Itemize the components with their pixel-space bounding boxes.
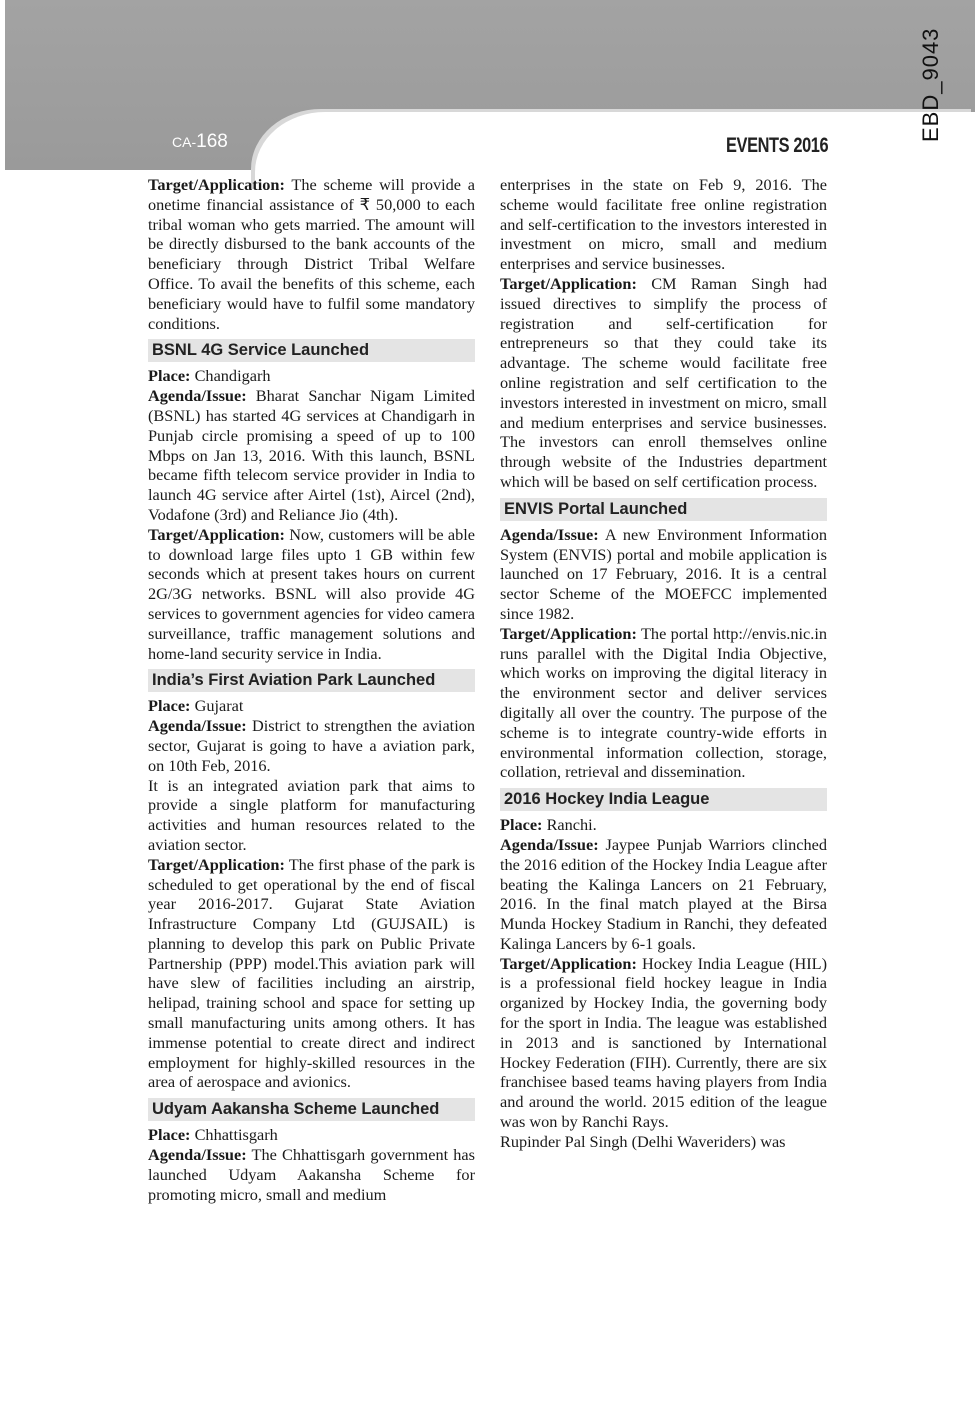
paragraph-text: The scheme will provide a onetime financial assistance of ₹ 50,000 to each tribal woman who gets married. The amount will be directly disbursed to the bank accounts of the beneficiary through District Tribal Welfare Office. To avail the benefits of this scheme, each beneficiary would have to fulfil some mandatory conditions. [148,175,476,333]
paragraph [148,776,475,855]
paragraph-label: Target/Application: [500,623,637,643]
paragraph-label: Target/Application: [500,273,637,293]
paragraph-label: Target/Application: [148,524,285,544]
paragraph-text: The portal http://envis.nic.in runs parallel with the Digital India Objective, which works on improving the digital literacy in the environment sector and deliver services digitally all over the country. The purpose of the scheme is to integrate country-wide efforts in environmental information collection, storage, collation, retrieval and dissemination. [500,623,827,782]
paragraph-label: Place: [148,1125,191,1145]
paragraph-text: Jaypee Punjab Warriors clinched the 2016 edition of the Hockey India League after beating the Kalinga Lancers on 21 February, 2016. In the final match played at the Birsa Munda Hockey Stadium in Ranchi, they defeated Kalinga Lancers by 6-1 goals. [500,834,827,953]
paragraph-label: Place: [500,815,543,835]
paragraph [500,274,827,492]
paragraph [500,525,827,624]
paragraph-label: Agenda/Issue: [500,834,599,854]
paragraph-text: Ranchi. [546,815,597,835]
section-title: EVENTS 2016 [726,134,829,157]
paragraph [148,366,475,386]
paragraph-text: Now, customers will be able to download large files upto 1 GB within few seconds which at present takes hours on current 2G/3G networks. BSNL will also provide 4G services to government agencies for video camera surveillance, traffic management solutions and home-land security service in India. [148,524,475,663]
paragraph-text: CM Raman Singh had issued directives to simplify the process of registration and self-certification for entrepreneurs so that they could take its advantage. The scheme would facilitate free online registration and self certification to the investors interested in investment on micro, small and medium enterprises and service businesses. The investors can enroll themselves online through website of the Industries department which will be based on self certification process. [500,273,828,491]
paragraph [148,1125,475,1145]
paragraph-label: Target/Application: [148,854,285,874]
paragraph-label: Place: [148,696,191,716]
paragraph-label: Agenda/Issue: [148,386,247,406]
paragraph-label: Place: [148,366,191,386]
paragraph-text: Chandigarh [194,366,271,386]
document-code: EBD_9043 [918,27,943,142]
paragraph-text: It is an integrated aviation park that aims to provide a single platform for manufacturing activities and human resources related to the aviation sector. [148,775,475,854]
section-heading: India’s First Aviation Park Launched [148,669,475,692]
paragraph [500,624,827,782]
paragraph-text: Hockey India League (HIL) is a professional field hockey league in India organized by Hockey India, the governing body for the sport in India. The league was established in 2013 and is sanctioned by International Hockey Federation (FIH). Currently, there are six franchisee based teams having players from India and around the world. 2015 edition of the league was won by Ranchi Rays. [500,953,828,1132]
paragraph-text: Gujarat [194,696,244,716]
paragraph [148,175,475,333]
page-number [172,131,228,153]
paragraph-label: Target/Application: [148,175,285,194]
paragraph-text: The Chhattisgarh government has launched Udyam Aakansha Scheme for promoting micro, small and medium [148,1145,475,1204]
paragraph-label: Agenda/Issue: [148,1145,247,1165]
right-column [500,175,827,1152]
paragraph [500,175,827,274]
paragraph-text: enterprises in the state on Feb 9, 2016. The scheme would facilitate free online registration and self-certification to the investors interested in investment on micro, small and medium enterprises and service businesses. [500,175,827,274]
section-heading: ENVIS Portal Launched [500,498,827,521]
paragraph-text: The first phase of the park is scheduled to get operational by the end of fiscal year 2016-2017. Gujarat State Aviation Infrastructure Company Ltd (GUJSAIL) is planning to develop this park on Public Private Partnership (PPP) model.This aviation park will have slew of facilities including an airstrip, helipad, training school and space for setting up small manufacturing units among others. It has immense potential to create direct and indirect employment for highly-skilled resources in the area of aerospace and avionics. [148,854,476,1092]
paragraph-text: Chhattisgarh [194,1125,278,1145]
paragraph [148,525,475,664]
section-heading: 2016 Hockey India League [500,788,827,811]
paragraph [500,1132,827,1152]
paragraph-label: Agenda/Issue: [148,716,247,736]
paragraph [500,954,827,1132]
paragraph-text: District to strengthen the aviation sector, Gujarat is going to have a aviation park, on 10th Feb, 2016. [148,716,475,775]
paragraph [500,835,827,954]
page-prefix: CA- [172,134,197,150]
paragraph-text: A new Environment Information System (ENVIS) portal and mobile application is launched on 17 February, 2016. It is a central sector Scheme of the MOEFCC implemented since 1982. [500,524,828,623]
left-column [148,175,475,1204]
paragraph-text: Bharat Sanchar Nigam Limited (BSNL) has started 4G services at Chandigarh in Punjab circle promising a speed of up to 100 Mbps on Jan 13, 2016. With this launch, BSNL became fifth telecom service provider in India to launch 4G service after Airtel (1st), Aircel (2nd), Vodafone (3rd) and Reliance Jio (4th). [148,386,475,524]
section-heading: Udyam Aakansha Scheme Launched [148,1098,475,1121]
paragraph [148,855,475,1093]
page-number-value: 168 [196,131,228,152]
section-heading: BSNL 4G Service Launched [148,339,475,362]
paragraph [148,386,475,525]
paragraph-label: Agenda/Issue: [500,524,599,544]
paragraph-text: Rupinder Pal Singh (Delhi Waveriders) was [500,1131,786,1151]
paragraph [148,696,475,716]
paragraph [500,815,827,835]
paragraph [148,1145,475,1204]
paragraph-label: Target/Application: [500,953,637,973]
paragraph [148,716,475,775]
